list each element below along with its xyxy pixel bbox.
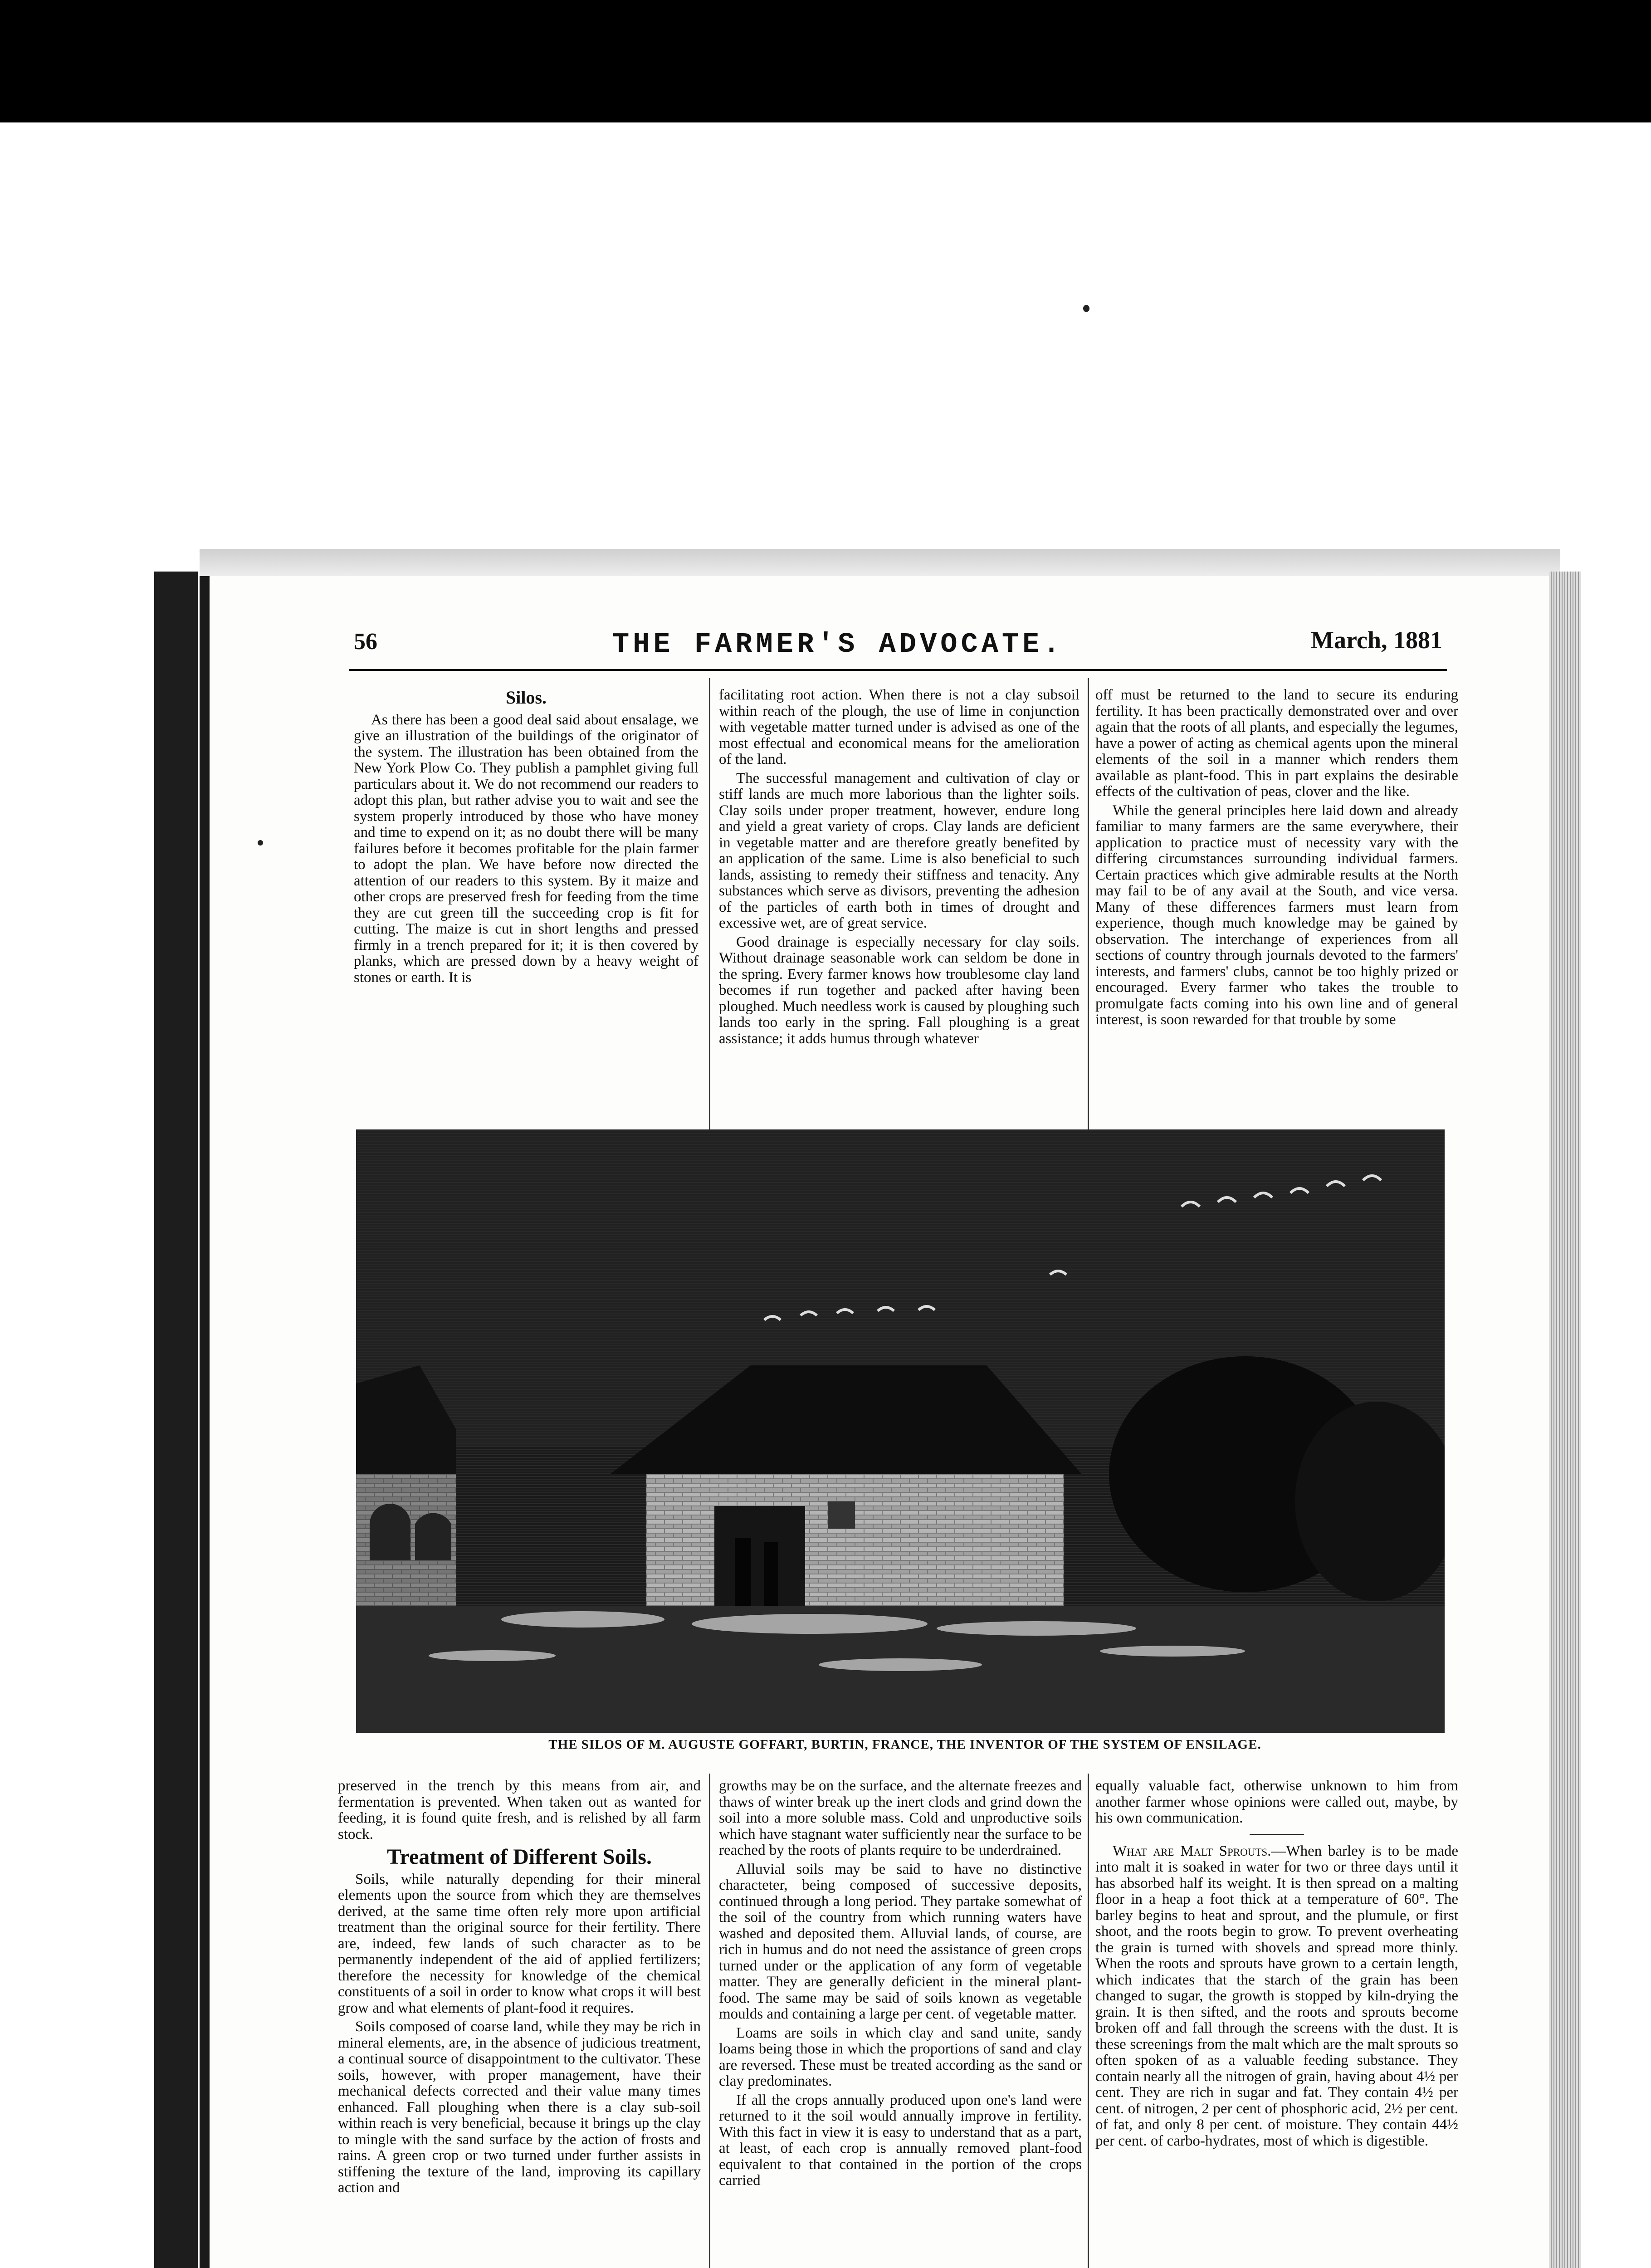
page-top-shadow [200, 549, 1560, 577]
paragraph: Soils, while naturally depending for their mineral elements upon the source from which they are themselves derived, at the same time often rely more upon artificial treatment than the original source for their fertility. There are, indeed, few lands of such character as to be permanently independent of the aid of applied fertilizers; therefore the necessity for knowledge of the chemical constituents of a soil in order to know what crops it will best grow and what elements of plant-food it requires. [338, 1871, 701, 2016]
column-1-bottom [338, 1778, 701, 2199]
page-edges-right [1549, 572, 1581, 2268]
illustration-caption: THE SILOS OF M. AUGUSTE GOFFART, BURTIN, FRANCE, THE INVENTOR OF THE SYSTEM OF ENSILAGE. [548, 1737, 1261, 1752]
paragraph: Loams are soils in which clay and sand unite, sandy loams being those in which the proportions of sand and clay are reversed. These must be treated according as the sand or clay predominates. [719, 2024, 1082, 2089]
paragraph: As there has been a good deal said about ensalage, we give an illustration of the buildings of the originator of the system. The illustration has been obtained from the New York Plow Co. They publish a pamphlet giving full particulars about it. We do not recommend our readers to adopt this plan, but rather advise you to wait and see the system properly introduced by those who have money and time to expend on it; as no doubt there will be many failures before it becomes profitable for the plain farmer to adopt the plan. We have before now directed the attention of our readers to this system. By it maize and other crops are preserved fresh for feeding from the time they are cut green till the succeeding crop is fit for cutting. The maize is cut in short lengths and pressed firmly in a trench prepared for it; it is then covered by planks, which are pressed down by a heavy weight of stones or earth. It is [354, 711, 698, 986]
page-number: 56 [354, 629, 377, 655]
paragraph: While the general principles here laid down and already familiar to many farmers are the same everywhere, their application to practice must of necessity vary with the differing circumstances surrounding individual farmers. Certain practices which give admirable results at the North may fail to be of any avail at the South, and vice versa. Many of these differences farmers must learn from experience, though much knowledge may be gained by observation. The interchange of experiences from all sections of country through journals devoted to the farmers' interests, and farmers' clubs, cannot be too highly prized or encouraged. Every farmer who takes the trouble to promulgate facts coming into his own line and of general interest, is soon rewarded for that trouble by some [1095, 802, 1458, 1028]
article-title-silos: Silos. [505, 687, 547, 708]
malt-sprouts-text: —When barley is to be made into malt it is soaked in water for two or three days until it has absorbed half its weight. It is then spread on a malting floor in a heap a foot thick at a temperature of 60°. The barley begins to heat and sprout, and the plumule, or first shoot, and the roots begin to grow. To prevent overheating the grain is turned with shovels and spread more thinly. When the roots and sprouts have grown to a certain length, which indicates that the starch of the grain has been changed to sugar, the growth is stopped by kiln-drying the grain. It is then sifted, and the roots and sprouts become broken off and fall through the screens with the dust. It is these screenings from the malt which are the malt sprouts so often spoken of as a valuable feeding substance. They contain nearly all the nitrogen of grain, having about 4½ per cent. They are rich in sugar and fat. They contain 4½ per cent. of nitrogen, 2 per cent of phosphoric acid, 2½ per cent. of fat, and only 8 per cent. of moisture. They contain 44½ per cent. of carbo-hydrates, most of which is digestible. [1095, 1843, 1458, 2149]
paragraph: The successful management and cultivation of clay or stiff lands are much more laborious than the lighter soils. Clay soils under proper treatment, however, endure long and yield a great variety of crops. Clay lands are deficient in vegetable matter and are therefore greatly benefited by an application of the same. Lime is also beneficial to such lands, assisting to remedy their stiffness and tenacity. Any substances which serve as divisors, preventing the adhesion of the particles of earth both in times of drought and excessive wet, are of great service. [719, 770, 1080, 931]
section-divider [1250, 1834, 1304, 1835]
page-header [354, 628, 1442, 665]
paragraph: facilitating root action. When there is not a clay subsoil within reach of the plough, the use of lime in conjunction with vegetable matter turned under is advised as one of the most effectual and economical means for the amelioration of the land. [719, 687, 1080, 767]
column-3-bottom [1095, 1778, 1458, 2152]
column-2-top [719, 687, 1080, 1050]
paragraph: off must be returned to the land to secure its enduring fertility. It has been practically demonstrated over and over again that the roots of all plants, and especially the legumes, have a power of acting as chemical agents upon the mineral elements of the soil in a manner which renders them available as plant-food. This in part explains the desirable effects of the cultivation of peas, clover and the like. [1095, 687, 1458, 800]
paragraph-malt-sprouts [1095, 1843, 1458, 2150]
scan-speck [258, 840, 263, 846]
column-3-top [1095, 687, 1458, 1031]
book-spine [154, 572, 198, 2268]
paragraph: Alluvial soils may be said to have no distinctive characteter, being composed of successive deposits, continued through a long period. They partake somewhat of the soil of the country from which running waters have washed and deposited them. Alluvial lands, of course, are rich in humus and do not need the assistance of green crops turned under or the application of any form of vegetable matter. They are generally deficient in the mineral plant-food. The same may be said of soils known as vegetable moulds and containing a large per cent. of vegetable matter. [719, 1861, 1082, 2022]
column-divider [1088, 1774, 1089, 2268]
column-divider [709, 1774, 710, 2268]
malt-sprouts-heading: What are Malt Sprouts. [1113, 1843, 1271, 1859]
paragraph: preserved in the trench by this means from air, and fermentation is prevented. When taken out as wanted for feeding, it is found quite fresh, and is relished by all farm stock. [338, 1778, 701, 1843]
column-divider [709, 678, 710, 1132]
paragraph: Good drainage is especially necessary for clay soils. Without drainage seasonable work can seldom be done in the spring. Every farmer knows how troublesome clay land becomes if run together and packed after having been ploughed. Much needless work is caused by ploughing such lands too early in the spring. Fall ploughing is a great assistance; it adds humus through whatever [719, 934, 1080, 1047]
column-divider [1088, 678, 1089, 1132]
paragraph: growths may be on the surface, and the alternate freezes and thaws of winter break up the inert clods and grind down the soil into a more soluble mass. Cold and unproductive soils which have stagnant water sufficiently near the surface to be reached by the roots of plants require to be underdrained. [719, 1778, 1082, 1858]
scan-speck [1083, 305, 1089, 312]
paragraph: If all the crops annually produced upon one's land were returned to it the soil would annually improve in fertility. With this fact in view it is easy to understand that as a part, at least, of each crop is annually removed plant-food equivalent to that contained in the portion of the crops carried [719, 2092, 1082, 2189]
column-2-bottom [719, 1778, 1082, 2192]
header-rule [349, 669, 1447, 671]
column-1-top [354, 689, 698, 988]
paragraph: equally valuable fact, otherwise unknown to him from another farmer whose opinions were called out, maybe, by his own communication. [1095, 1778, 1458, 1826]
masthead: THE FARMER'S ADVOCATE. [612, 628, 1064, 660]
silos-engraving-illustration [356, 1129, 1445, 1733]
issue-date: March, 1881 [1311, 626, 1442, 654]
article-title-soils: Treatment of Different Soils. [387, 1845, 652, 1869]
paragraph: Soils composed of coarse land, while they may be rich in mineral elements, are, in the absence of judicious treatment, a continual source of disappointment to the cultivator. These soils, however, with proper management, have their mechanical defects corrected and their value many times enhanced. Fall ploughing when there is a clay sub-soil within reach is very beneficial, because it brings up the clay to mingle with the sand surface by the action of frosts and rains. A green crop or two turned under further assists in stiffening the texture of the land, improving its capillary action and [338, 2019, 701, 2196]
